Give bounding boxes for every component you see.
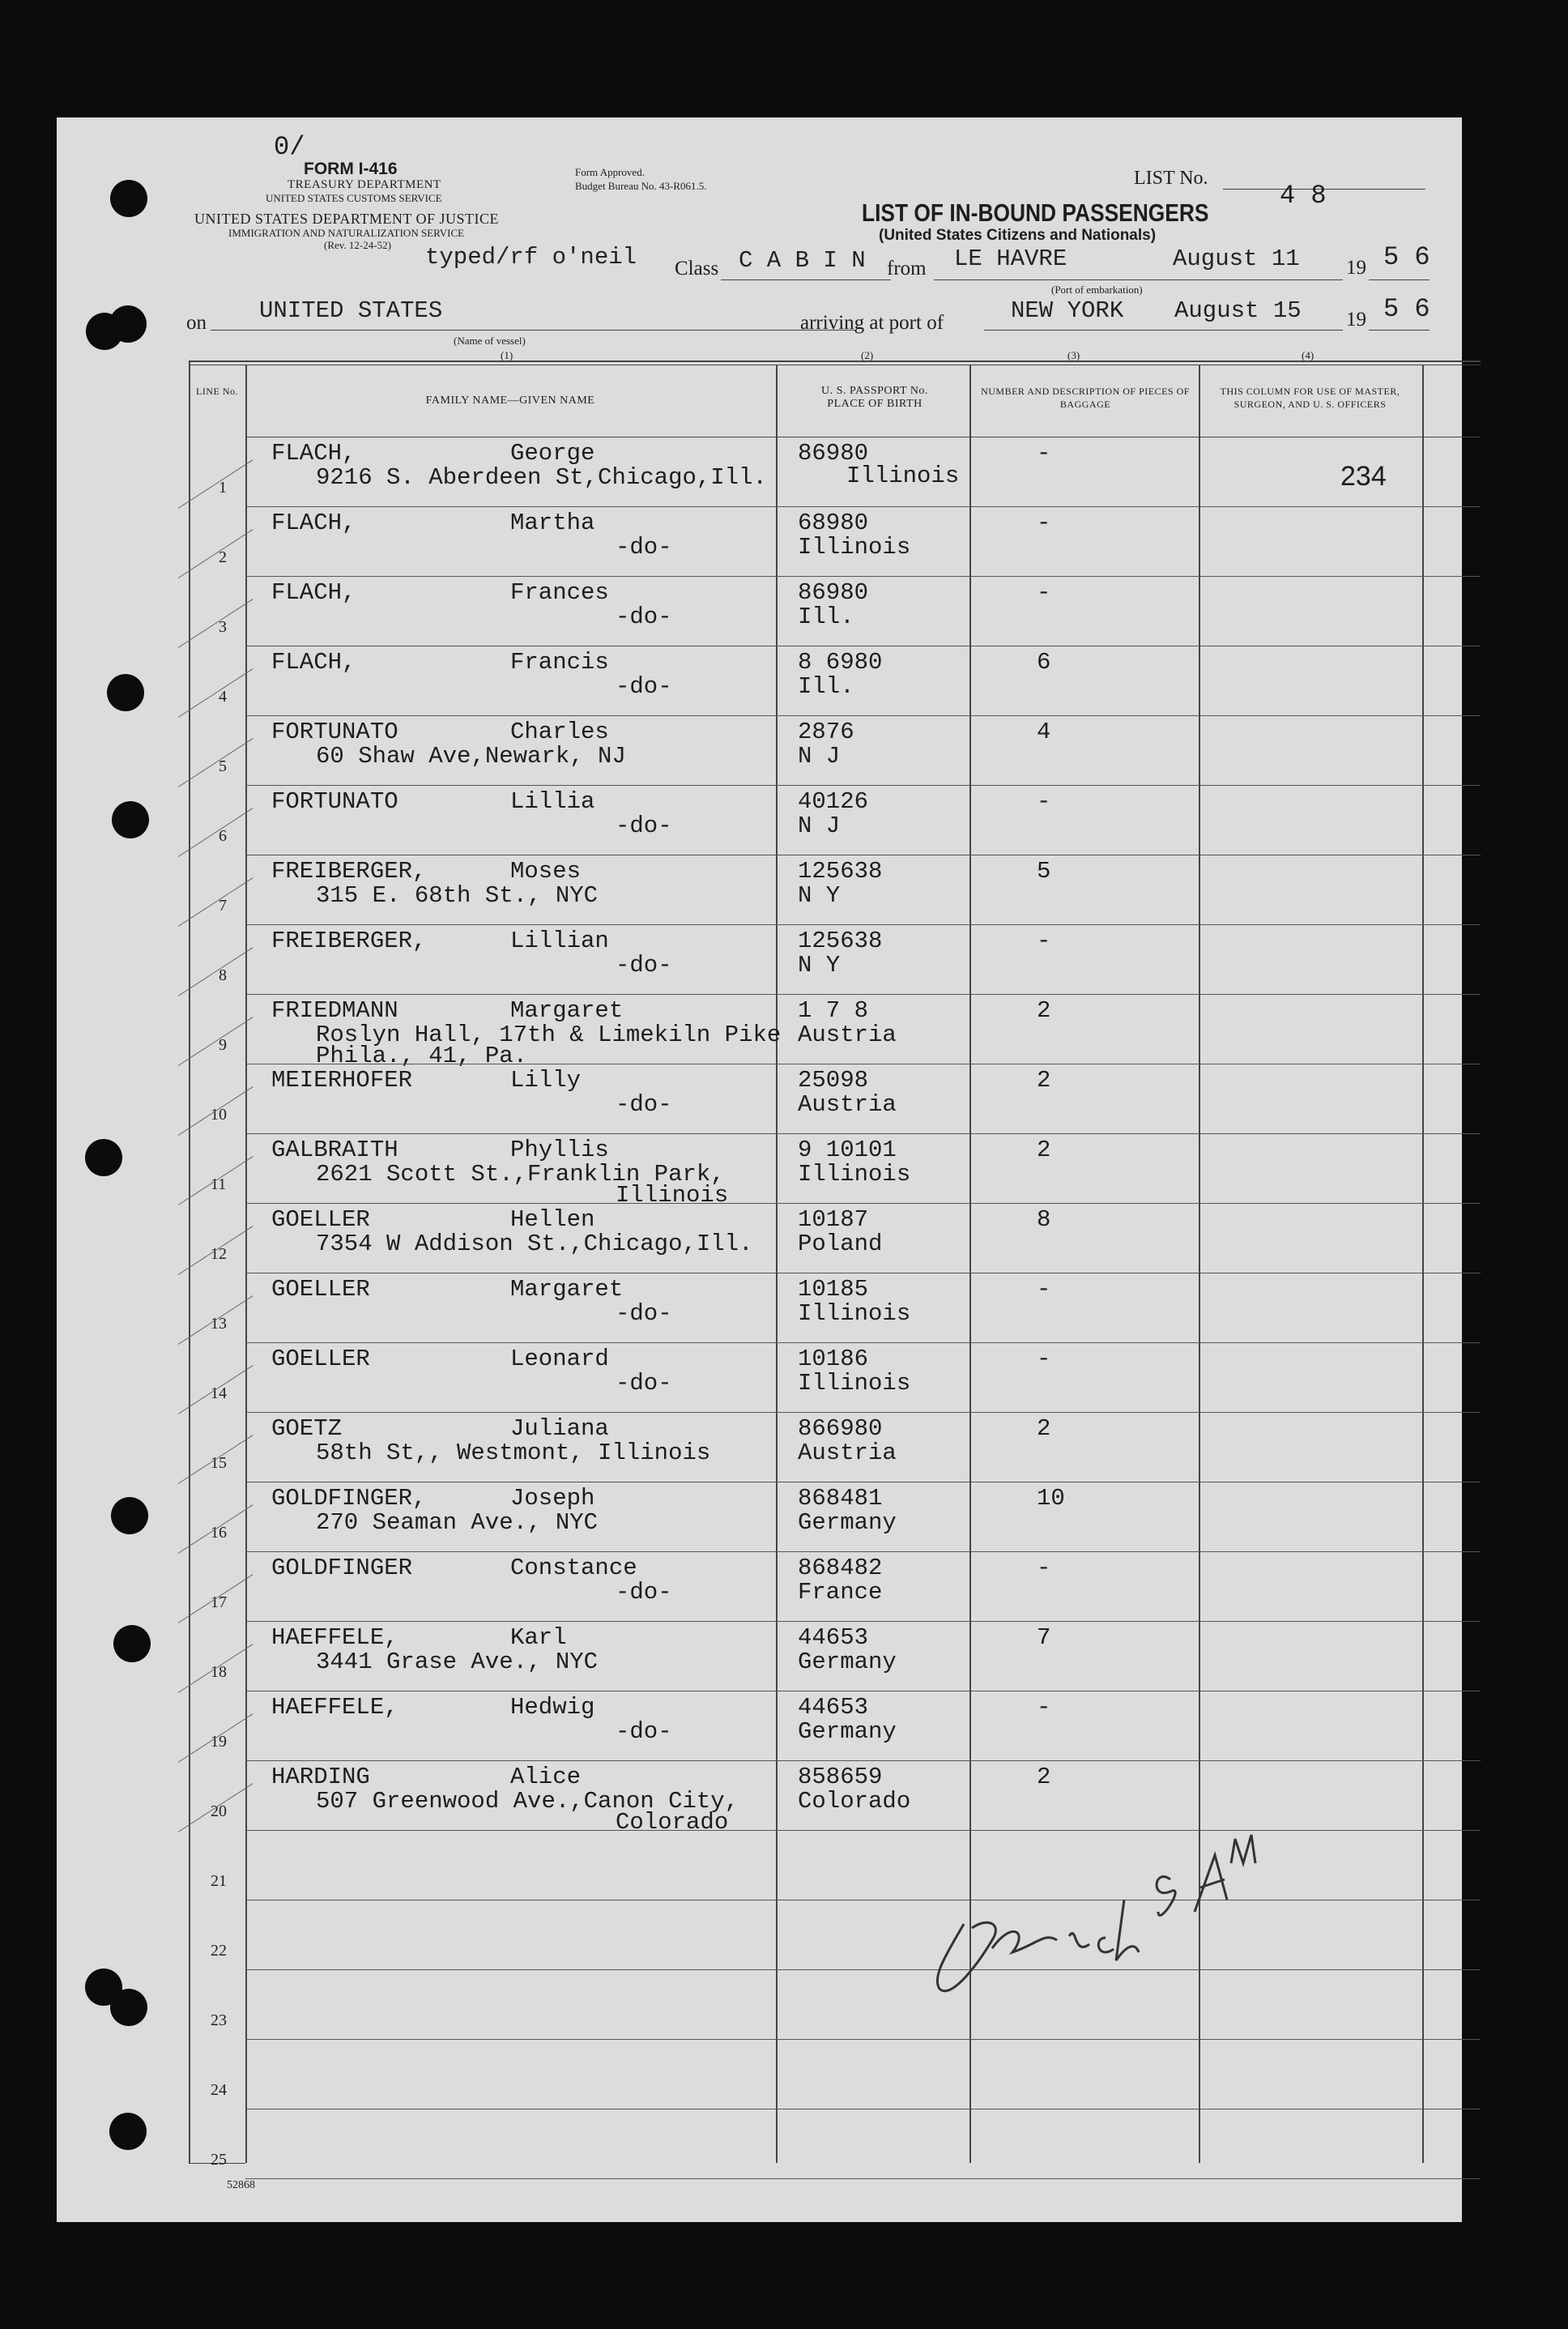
line-number: 21 xyxy=(211,1872,227,1890)
col-head-line: LINE No. xyxy=(196,386,238,397)
page-subtitle: (United States Citizens and Nationals) xyxy=(879,227,1157,244)
place-of-birth: Germany xyxy=(798,1718,897,1745)
family-name: FREIBERGER, xyxy=(271,928,427,954)
baggage-count: 2 xyxy=(1037,1067,1051,1094)
given-name: Phyllis xyxy=(510,1137,609,1163)
table-row xyxy=(57,994,1462,1069)
check-mark xyxy=(178,947,254,996)
col-head-name: FAMILY NAME—GIVEN NAME xyxy=(425,395,595,407)
line-number: 6 xyxy=(219,827,227,845)
line-number: 8 xyxy=(219,966,227,984)
passport-number: 68980 xyxy=(798,510,869,536)
passport-number: 866980 xyxy=(798,1415,883,1442)
place-of-birth: Germany xyxy=(798,1649,897,1675)
officer-note: 234 xyxy=(1340,461,1387,492)
passport-number: 125638 xyxy=(798,858,883,885)
given-name: Margaret xyxy=(510,1276,624,1303)
family-name: HAEFFELE, xyxy=(271,1624,398,1651)
passport-number: 868482 xyxy=(798,1555,883,1581)
baggage-count: - xyxy=(1037,1346,1051,1372)
line-number: 14 xyxy=(211,1384,227,1402)
line-number: 25 xyxy=(211,2151,227,2169)
class-label: Class xyxy=(675,258,719,279)
dept-customs: UNITED STATES CUSTOMS SERVICE xyxy=(266,192,442,204)
dept-immigration: IMMIGRATION AND NATURALIZATION SERVICE xyxy=(228,227,465,239)
family-name: FLACH, xyxy=(271,579,356,606)
address: 507 Greenwood Ave.,Canon City, xyxy=(316,1788,739,1815)
address: 2621 Scott St.,Franklin Park, xyxy=(316,1161,725,1188)
line-number: 4 xyxy=(219,688,227,706)
baggage-count: - xyxy=(1037,928,1051,954)
given-name: Margaret xyxy=(510,997,624,1024)
address: Roslyn Hall, 17th & Limekiln Pike xyxy=(316,1022,782,1048)
line-number: 3 xyxy=(219,618,227,636)
baggage-count: 6 xyxy=(1037,649,1051,676)
address-line-2: Colorado xyxy=(616,1809,729,1836)
line-number: 22 xyxy=(211,1942,227,1960)
check-mark xyxy=(178,1435,254,1484)
family-name: FLACH, xyxy=(271,649,356,676)
family-name: FLACH, xyxy=(271,510,356,536)
place-of-birth: Austria xyxy=(798,1022,897,1048)
table-row xyxy=(57,1273,1462,1342)
col-head-baggage: NUMBER AND DESCRIPTION OF PIECES OF BAGGAGE xyxy=(981,386,1190,410)
family-name: HARDING xyxy=(271,1764,370,1790)
given-name: Francis xyxy=(510,649,609,676)
punch-hole xyxy=(110,1989,147,2026)
passport-number: 2876 xyxy=(798,719,854,745)
address: -do- xyxy=(616,1091,672,1118)
table-row xyxy=(57,855,1462,924)
address: -do- xyxy=(616,813,672,839)
check-mark xyxy=(178,1017,254,1066)
check-mark xyxy=(178,668,254,718)
col-num-2: (2) xyxy=(861,349,874,361)
punch-hole xyxy=(112,801,149,838)
given-name: Moses xyxy=(510,858,582,885)
check-mark xyxy=(178,1574,254,1623)
line-number: 20 xyxy=(211,1802,227,1820)
line-number: 19 xyxy=(211,1733,227,1751)
line-number: 24 xyxy=(211,2081,227,2099)
table-row xyxy=(57,1551,1462,1621)
punch-hole xyxy=(113,1625,151,1662)
table-row xyxy=(57,924,1462,994)
table-row xyxy=(57,785,1462,855)
address: 58th St,, Westmont, Illinois xyxy=(316,1440,711,1466)
passport-number: 86980 xyxy=(798,440,869,467)
family-name: FLACH, xyxy=(271,440,356,467)
line-number: 9 xyxy=(219,1036,227,1054)
baggage-count: 5 xyxy=(1037,858,1051,885)
table-row xyxy=(57,2039,1462,2109)
punch-hole xyxy=(109,2113,147,2150)
check-mark xyxy=(178,459,254,509)
family-name: GOLDFINGER xyxy=(271,1555,413,1581)
passport-number: 44653 xyxy=(798,1694,869,1721)
form-approved: Form Approved. xyxy=(575,166,645,178)
baggage-count: 2 xyxy=(1037,1764,1051,1790)
family-name: GOELLER xyxy=(271,1206,370,1233)
given-name: Lillia xyxy=(510,788,595,815)
passport-number: 125638 xyxy=(798,928,883,954)
line-number: 18 xyxy=(211,1663,227,1681)
check-mark xyxy=(178,1783,254,1832)
form-number: FORM I-416 xyxy=(304,160,398,178)
col-head-passport: U. S. PASSPORT No. PLACE OF BIRTH xyxy=(821,385,928,410)
given-name: Karl xyxy=(510,1624,567,1651)
baggage-count: 8 xyxy=(1037,1206,1051,1233)
baggage-count: 7 xyxy=(1037,1624,1051,1651)
table-row xyxy=(57,2109,1462,2178)
check-mark xyxy=(178,1226,254,1275)
line-number: 17 xyxy=(211,1593,227,1611)
col-head-officers: THIS COLUMN FOR USE OF MASTER, SURGEON, AND U. S. OFFICERS xyxy=(1220,386,1400,410)
baggage-count: 4 xyxy=(1037,719,1051,745)
place-of-birth: N J xyxy=(798,743,841,770)
address: 315 E. 68th St., NYC xyxy=(316,882,599,909)
address: -do- xyxy=(616,604,672,630)
address: -do- xyxy=(616,1300,672,1327)
given-name: Frances xyxy=(510,579,609,606)
place-of-birth: Austria xyxy=(798,1091,897,1118)
arriving-label: arriving at port of xyxy=(800,312,944,334)
from-label: from xyxy=(887,258,927,279)
place-of-birth: N Y xyxy=(798,952,841,979)
passport-number: 858659 xyxy=(798,1764,883,1790)
baggage-count: 2 xyxy=(1037,997,1051,1024)
depart-year-prefix: 19 xyxy=(1346,257,1366,279)
address: 60 Shaw Ave,Newark, NJ xyxy=(316,743,626,770)
check-mark xyxy=(178,1086,254,1136)
place-of-birth: Ill. xyxy=(798,673,854,700)
vessel-name: UNITED STATES xyxy=(259,297,443,324)
punch-hole xyxy=(107,674,144,711)
line-number: 23 xyxy=(211,2011,227,2029)
baggage-count: 10 xyxy=(1037,1485,1065,1512)
given-name: Charles xyxy=(510,719,609,745)
baggage-count: - xyxy=(1037,1694,1051,1721)
place-of-birth: Austria xyxy=(798,1440,897,1466)
passport-number: 25098 xyxy=(798,1067,869,1094)
address: 3441 Grase Ave., NYC xyxy=(316,1649,599,1675)
check-mark xyxy=(178,529,254,578)
on-label: on xyxy=(186,312,207,334)
family-name: GOELLER xyxy=(271,1276,370,1303)
baggage-count: 2 xyxy=(1037,1415,1051,1442)
table-row xyxy=(57,1412,1462,1482)
family-name: FREIBERGER, xyxy=(271,858,427,885)
family-name: MEIERHOFER xyxy=(271,1067,413,1094)
family-name: FORTUNATO xyxy=(271,788,398,815)
address: -do- xyxy=(616,534,672,561)
line-number: 16 xyxy=(211,1524,227,1542)
table-row xyxy=(57,1133,1462,1209)
check-mark xyxy=(178,1504,254,1554)
punch-hole xyxy=(111,1497,148,1534)
footer-code: 52868 xyxy=(227,2179,255,2191)
line-number: 2 xyxy=(219,548,227,566)
place-of-birth: Illinois xyxy=(798,1300,911,1327)
place-of-birth: Illinois xyxy=(846,463,960,489)
passport-number: 8 6980 xyxy=(798,649,883,676)
line-number: 1 xyxy=(219,479,227,497)
passport-number: 10186 xyxy=(798,1346,869,1372)
passport-number: 86980 xyxy=(798,579,869,606)
table-row xyxy=(57,576,1462,646)
corner-mark: 0/ xyxy=(274,132,305,162)
given-name: Hedwig xyxy=(510,1694,595,1721)
place-of-birth: Illinois xyxy=(798,1370,911,1397)
given-name: Juliana xyxy=(510,1415,609,1442)
port-embark-caption: (Port of embarkation) xyxy=(1051,284,1143,296)
address: -do- xyxy=(616,1718,672,1745)
check-mark xyxy=(178,1156,254,1205)
dept-treasury: TREASURY DEPARTMENT xyxy=(288,178,441,191)
form-revision: (Rev. 12-24-52) xyxy=(324,239,391,251)
family-name: FORTUNATO xyxy=(271,719,398,745)
col-num-3: (3) xyxy=(1067,349,1080,361)
check-mark xyxy=(178,738,254,787)
place-of-birth: Ill. xyxy=(798,604,854,630)
dept-justice: UNITED STATES DEPARTMENT OF JUSTICE xyxy=(194,211,500,227)
port-embarkation: LE HAVRE xyxy=(954,245,1067,272)
check-mark xyxy=(178,1713,254,1763)
table-row xyxy=(57,646,1462,715)
check-mark xyxy=(178,1365,254,1414)
family-name: HAEFFELE, xyxy=(271,1694,398,1721)
punch-hole xyxy=(85,1139,122,1176)
place-of-birth: Colorado xyxy=(798,1788,911,1815)
check-mark xyxy=(178,1644,254,1693)
family-name: GOLDFINGER, xyxy=(271,1485,427,1512)
address: -do- xyxy=(616,952,672,979)
address: 9216 S. Aberdeen St,Chicago,Ill. xyxy=(316,464,767,491)
arrival-date: August 15 xyxy=(1174,297,1302,324)
given-name: Alice xyxy=(510,1764,582,1790)
given-name: Lilly xyxy=(510,1067,582,1094)
family-name: GOELLER xyxy=(271,1346,370,1372)
arrive-year-prefix: 19 xyxy=(1346,309,1366,331)
line-number: 7 xyxy=(219,897,227,915)
passport-number: 9 10101 xyxy=(798,1137,897,1163)
list-number: 4 8 xyxy=(1280,181,1327,211)
baggage-count: 2 xyxy=(1037,1137,1051,1163)
given-name: Hellen xyxy=(510,1206,595,1233)
passport-number: 44653 xyxy=(798,1624,869,1651)
address: 270 Seaman Ave., NYC xyxy=(316,1509,599,1536)
table-row xyxy=(57,715,1462,785)
passport-number: 10187 xyxy=(798,1206,869,1233)
family-name: GOETZ xyxy=(271,1415,343,1442)
line-number: 10 xyxy=(211,1106,227,1124)
address-line-2: Illinois xyxy=(616,1182,729,1209)
list-label: LIST No. xyxy=(1134,168,1208,189)
check-mark xyxy=(178,808,254,857)
departure-date: August 11 xyxy=(1173,245,1300,272)
place-of-birth: Illinois xyxy=(798,1161,911,1188)
port-arrival: NEW YORK xyxy=(1011,297,1124,324)
address: -do- xyxy=(616,1370,672,1397)
line-number: 13 xyxy=(211,1315,227,1333)
given-name: Constance xyxy=(510,1555,637,1581)
passport-number: 868481 xyxy=(798,1485,883,1512)
baggage-count: - xyxy=(1037,510,1051,536)
place-of-birth: N Y xyxy=(798,882,841,909)
place-of-birth: Illinois xyxy=(798,534,911,561)
check-mark xyxy=(178,599,254,648)
table-row xyxy=(57,1621,1462,1691)
punch-hole xyxy=(109,305,147,343)
address: -do- xyxy=(616,673,672,700)
given-name: Joseph xyxy=(510,1485,595,1512)
place-of-birth: Germany xyxy=(798,1509,897,1536)
check-mark xyxy=(178,877,254,927)
place-of-birth: N J xyxy=(798,813,841,839)
family-name: GALBRAITH xyxy=(271,1137,398,1163)
vessel-caption: (Name of vessel) xyxy=(454,335,526,347)
place-of-birth: France xyxy=(798,1579,883,1606)
address: -do- xyxy=(616,1579,672,1606)
budget-bureau: Budget Bureau No. 43-R061.5. xyxy=(575,180,707,192)
line-number: 11 xyxy=(211,1175,227,1193)
table-row xyxy=(57,1691,1462,1760)
table-row xyxy=(57,506,1462,576)
col-num-4: (4) xyxy=(1302,349,1314,361)
table-row xyxy=(57,1203,1462,1273)
line-number: 12 xyxy=(211,1245,227,1263)
address: 7354 W Addison St.,Chicago,Ill. xyxy=(316,1231,753,1257)
baggage-count: - xyxy=(1037,440,1051,467)
table-row xyxy=(57,1064,1462,1133)
baggage-count: - xyxy=(1037,579,1051,606)
col-num-1: (1) xyxy=(501,349,513,361)
line-number: 15 xyxy=(211,1454,227,1472)
passport-number: 10185 xyxy=(798,1276,869,1303)
given-name: Lillian xyxy=(510,928,609,954)
manifest-page xyxy=(57,117,1462,2222)
given-name: Leonard xyxy=(510,1346,609,1372)
departure-year: 5 6 xyxy=(1383,242,1430,272)
typed-by: typed/rf o'neil xyxy=(425,244,637,271)
table-row xyxy=(57,1482,1462,1551)
place-of-birth: Poland xyxy=(798,1231,883,1257)
passport-number: 1 7 8 xyxy=(798,997,869,1024)
line-number: 5 xyxy=(219,757,227,775)
officer-signature-icon xyxy=(915,1758,1304,2025)
baggage-count: - xyxy=(1037,1555,1051,1581)
page-title: LIST OF IN-BOUND PASSENGERS xyxy=(862,198,1209,227)
class-value: C A B I N xyxy=(739,247,866,274)
passport-number: 40126 xyxy=(798,788,869,815)
check-mark xyxy=(178,1295,254,1345)
baggage-count: - xyxy=(1037,788,1051,815)
given-name: George xyxy=(510,440,595,467)
arrival-year: 5 6 xyxy=(1383,294,1430,324)
family-name: FRIEDMANN xyxy=(271,997,398,1024)
punch-hole xyxy=(110,180,147,217)
table-row xyxy=(57,437,1462,506)
given-name: Martha xyxy=(510,510,595,536)
address-line-2: Phila., 41, Pa. xyxy=(316,1043,528,1069)
baggage-count: - xyxy=(1037,1276,1051,1303)
table-row xyxy=(57,1342,1462,1412)
